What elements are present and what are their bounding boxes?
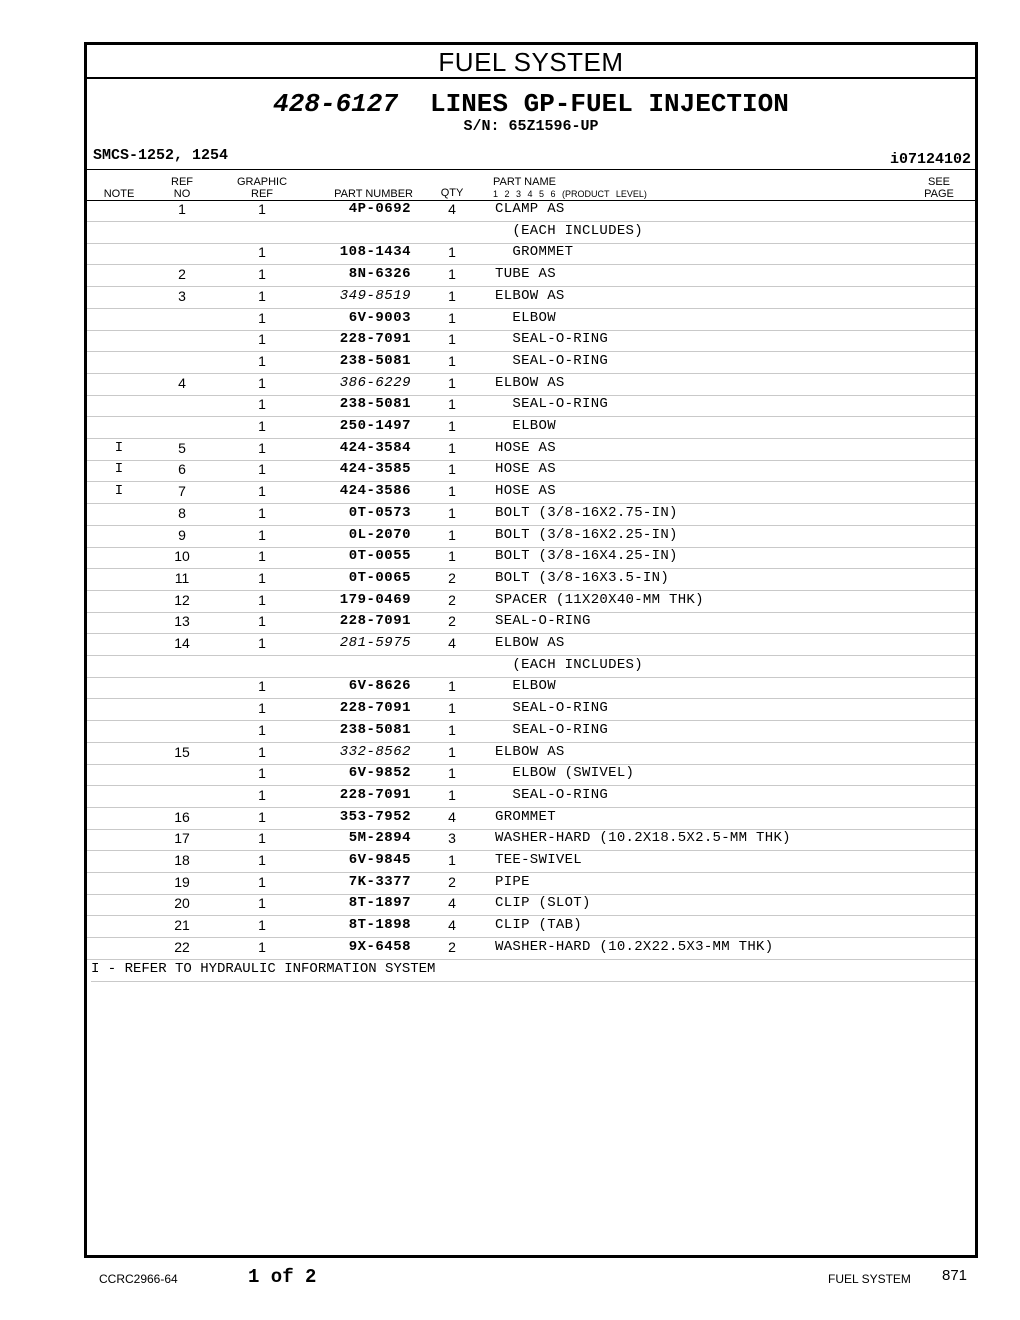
cell-part-number: 9X-6458 — [348, 938, 411, 955]
table-row — [87, 200, 975, 222]
cell-ref-no: 13 — [174, 613, 190, 630]
cell-graphic-ref: 1 — [258, 504, 266, 521]
cell-ref-no: 18 — [174, 852, 190, 868]
cell-part-name: TUBE AS — [495, 266, 556, 283]
table-row — [87, 569, 975, 591]
cell-qty: 2 — [448, 613, 456, 630]
cell-part-number: 238-5081 — [339, 721, 411, 738]
cell-qty: 4 — [448, 201, 456, 217]
footer-section: FUEL SYSTEM — [828, 1272, 911, 1286]
cell-part-name: BOLT (3/8-16X2.75-IN) — [495, 504, 678, 521]
cell-part-number: 228-7091 — [339, 700, 411, 717]
table-row — [87, 786, 975, 808]
table-row — [87, 395, 975, 417]
table-row — [87, 330, 975, 352]
cell-graphic-ref: 1 — [258, 635, 266, 651]
cell-qty: 1 — [448, 678, 456, 695]
cell-part-number: 8T-1897 — [348, 895, 411, 912]
group-number: 428-6127 — [273, 89, 398, 119]
cell-ref-no: 5 — [178, 439, 186, 456]
cell-part-number: 6V-9003 — [348, 309, 411, 326]
table-row — [87, 938, 975, 960]
cell-part-name: HOSE AS — [495, 461, 556, 478]
cell-ref-no: 12 — [174, 591, 190, 608]
cell-part-number: 0T-0573 — [348, 504, 411, 521]
cell-graphic-ref: 1 — [258, 938, 266, 955]
footer-page-number: 871 — [942, 1267, 968, 1284]
cell-part-number: 228-7091 — [339, 331, 411, 348]
cell-qty: 1 — [448, 309, 456, 326]
cell-graphic-ref: 1 — [258, 483, 266, 500]
cell-ref-no: 11 — [174, 569, 190, 586]
cell-part-name: ELBOW AS — [495, 635, 565, 651]
cell-ref-no: 10 — [174, 548, 190, 565]
table-row — [87, 482, 975, 504]
cell-note: I — [114, 461, 124, 478]
cell-ref-no: 15 — [174, 743, 190, 760]
cell-part-name: WASHER-HARD (10.2X18.5X2.5-MM THK) — [495, 830, 791, 847]
cell-ref-no: 6 — [178, 461, 186, 478]
cell-qty: 1 — [448, 852, 456, 868]
cell-qty: 4 — [448, 895, 456, 912]
cell-graphic-ref: 1 — [258, 526, 266, 543]
cell-graphic-ref: 1 — [258, 461, 266, 478]
cell-graphic-ref: 1 — [258, 743, 266, 760]
table-row — [87, 417, 975, 439]
cell-part-number: 7K-3377 — [348, 873, 411, 890]
cell-ref-no: 4 — [178, 374, 186, 391]
table-row — [87, 460, 975, 482]
cell-graphic-ref: 1 — [258, 309, 266, 326]
cell-graphic-ref: 1 — [258, 352, 266, 369]
table-row — [87, 634, 975, 656]
cell-part-name: ELBOW AS — [495, 287, 565, 304]
cell-part-name: CLIP (SLOT) — [495, 895, 591, 912]
cell-graphic-ref: 1 — [258, 700, 266, 717]
cell-graphic-ref: 1 — [258, 591, 266, 608]
table-row — [87, 243, 975, 265]
table-row — [87, 873, 975, 895]
cell-qty: 1 — [448, 743, 456, 760]
cell-note: I — [114, 439, 124, 456]
illustration-id: i07124102 — [889, 151, 971, 168]
cell-part-number: 6V-8626 — [348, 678, 411, 695]
cell-part-number: 179-0469 — [339, 591, 411, 608]
cell-part-name: HOSE AS — [495, 483, 556, 500]
cell-qty: 1 — [448, 526, 456, 543]
cell-part-number: 228-7091 — [339, 786, 411, 803]
cell-part-number: 281-5975 — [339, 635, 411, 651]
cell-ref-no: 20 — [174, 895, 190, 912]
cell-part-name: SPACER (11X20X40-MM THK) — [495, 591, 704, 608]
cell-part-number: 6V-9845 — [348, 852, 411, 868]
table-row — [87, 699, 975, 721]
cell-ref-no: 17 — [174, 830, 190, 847]
cell-part-name: GROMMET — [495, 808, 556, 825]
cell-qty: 1 — [448, 786, 456, 803]
col-header-ref-bottom: NO — [173, 188, 191, 200]
cell-ref-no: 14 — [174, 635, 190, 651]
cell-qty: 1 — [448, 266, 456, 283]
cell-graphic-ref: 1 — [258, 331, 266, 348]
cell-graphic-ref: 1 — [258, 765, 266, 782]
header-top-rule — [87, 169, 975, 170]
group-title — [87, 89, 975, 119]
cell-part-number: 424-3584 — [339, 439, 411, 456]
table-row — [87, 808, 975, 830]
cell-graphic-ref: 1 — [258, 808, 266, 825]
cell-part-name: GROMMET — [495, 244, 574, 261]
table-row — [87, 591, 975, 613]
cell-part-name: SEAL-O-RING — [495, 352, 609, 369]
col-header-see-top: SEE — [927, 176, 950, 188]
col-header-qty: QTY — [440, 187, 464, 199]
cell-graphic-ref: 1 — [258, 873, 266, 890]
cell-qty: 4 — [448, 808, 456, 825]
section-title: FUEL SYSTEM — [87, 45, 975, 79]
cell-part-number: 0T-0065 — [348, 569, 411, 586]
footer-page-of: 1 of 2 — [248, 1266, 317, 1288]
cell-ref-no: 1 — [178, 201, 186, 217]
table-row — [87, 851, 975, 873]
cell-graphic-ref: 1 — [258, 548, 266, 565]
parts-page-frame — [84, 42, 978, 1258]
cell-part-number: 108-1434 — [339, 244, 411, 261]
cell-part-number: 8T-1898 — [348, 917, 411, 934]
table-row — [87, 656, 975, 678]
cell-graphic-ref: 1 — [258, 852, 266, 868]
cell-qty: 1 — [448, 352, 456, 369]
serial-number-range: S/N: 65Z1596-UP — [463, 118, 599, 135]
cell-graphic-ref: 1 — [258, 418, 266, 434]
cell-part-number: 5M-2894 — [348, 830, 411, 847]
col-header-graphic-top: GRAPHIC — [236, 176, 288, 188]
cell-qty: 4 — [448, 917, 456, 934]
cell-qty: 4 — [448, 635, 456, 651]
cell-qty: 1 — [448, 418, 456, 434]
cell-graphic-ref: 1 — [258, 613, 266, 630]
cell-part-number: 0L-2070 — [348, 526, 411, 543]
cell-ref-no: 8 — [178, 504, 186, 521]
table-row — [87, 504, 975, 526]
cell-graphic-ref: 1 — [258, 678, 266, 695]
col-header-part-name: PART NAME — [493, 176, 556, 188]
cell-part-number: 228-7091 — [339, 613, 411, 630]
cell-part-name: (EACH INCLUDES) — [495, 222, 643, 239]
cell-ref-no: 19 — [174, 873, 190, 890]
cell-qty: 1 — [448, 396, 456, 413]
cell-part-name: TEE-SWIVEL — [495, 852, 583, 868]
cell-note: I — [114, 483, 124, 500]
cell-part-name: ELBOW AS — [495, 374, 565, 391]
cell-part-number: 8N-6326 — [348, 266, 411, 283]
cell-part-number: 250-1497 — [339, 418, 411, 434]
cell-part-name: SEAL-O-RING — [495, 786, 609, 803]
cell-graphic-ref: 1 — [258, 895, 266, 912]
cell-part-name: SEAL-O-RING — [495, 700, 609, 717]
cell-qty: 2 — [448, 938, 456, 955]
cell-part-name: WASHER-HARD (10.2X22.5X3-MM THK) — [495, 938, 774, 955]
cell-ref-no: 3 — [178, 287, 186, 304]
cell-graphic-ref: 1 — [258, 244, 266, 261]
table-row — [87, 287, 975, 309]
cell-graphic-ref: 1 — [258, 439, 266, 456]
table-row — [87, 721, 975, 743]
cell-part-number: 0T-0055 — [348, 548, 411, 565]
cell-qty: 1 — [448, 504, 456, 521]
cell-graphic-ref: 1 — [258, 266, 266, 283]
cell-ref-no: 9 — [178, 526, 186, 543]
cell-part-name: HOSE AS — [495, 439, 556, 456]
cell-part-name: SEAL-O-RING — [495, 331, 609, 348]
cell-graphic-ref: 1 — [258, 569, 266, 586]
cell-part-number: 424-3586 — [339, 483, 411, 500]
cell-part-number: 238-5081 — [339, 352, 411, 369]
cell-part-name: BOLT (3/8-16X3.5-IN) — [495, 569, 670, 586]
cell-qty: 1 — [448, 331, 456, 348]
cell-graphic-ref: 1 — [258, 396, 266, 413]
cell-part-number: 424-3585 — [339, 461, 411, 478]
cell-ref-no: 21 — [174, 917, 190, 934]
table-row — [87, 352, 975, 374]
smcs-codes: SMCS-1252, 1254 — [93, 147, 229, 164]
cell-part-name: ELBOW — [495, 678, 556, 695]
cell-qty: 1 — [448, 287, 456, 304]
col-header-part-number: PART NUMBER — [334, 188, 413, 200]
cell-graphic-ref: 1 — [258, 786, 266, 803]
cell-qty: 1 — [448, 721, 456, 738]
cell-ref-no: 7 — [178, 483, 186, 500]
cell-part-name: (EACH INCLUDES) — [495, 656, 643, 673]
cell-qty: 1 — [448, 461, 456, 478]
cell-part-name: BOLT (3/8-16X4.25-IN) — [495, 548, 678, 565]
col-header-see-bottom: PAGE — [924, 188, 954, 200]
cell-part-name: CLAMP AS — [495, 201, 565, 217]
cell-qty: 1 — [448, 548, 456, 565]
cell-part-name: BOLT (3/8-16X2.25-IN) — [495, 526, 678, 543]
cell-part-name: SEAL-O-RING — [495, 613, 591, 630]
cell-qty: 1 — [448, 700, 456, 717]
cell-graphic-ref: 1 — [258, 287, 266, 304]
cell-graphic-ref: 1 — [258, 201, 266, 217]
cell-part-name: SEAL-O-RING — [495, 396, 609, 413]
cell-qty: 2 — [448, 569, 456, 586]
cell-part-number: 6V-9852 — [348, 765, 411, 782]
cell-part-number: 4P-0692 — [348, 201, 411, 217]
cell-part-name: ELBOW — [495, 418, 556, 434]
cell-ref-no: 2 — [178, 266, 186, 283]
cell-qty: 1 — [448, 765, 456, 782]
table-row — [87, 439, 975, 461]
table-row — [87, 309, 975, 331]
cell-qty: 3 — [448, 830, 456, 847]
cell-qty: 1 — [448, 483, 456, 500]
cell-part-name: SEAL-O-RING — [495, 721, 609, 738]
table-row — [87, 526, 975, 548]
table-row — [87, 829, 975, 851]
table-row — [87, 612, 975, 634]
col-header-note: NOTE — [103, 188, 135, 200]
table-row — [87, 894, 975, 916]
col-header-ref-top: REF — [171, 176, 193, 188]
table-row — [87, 764, 975, 786]
cell-graphic-ref: 1 — [258, 917, 266, 934]
cell-graphic-ref: 1 — [258, 374, 266, 391]
cell-part-name: ELBOW (SWIVEL) — [495, 765, 635, 782]
notes-line: I - REFER TO HYDRAULIC INFORMATION SYSTEM — [91, 960, 975, 982]
cell-part-name: ELBOW AS — [495, 743, 565, 760]
cell-part-number: 353-7952 — [339, 808, 411, 825]
cell-graphic-ref: 1 — [258, 721, 266, 738]
cell-ref-no: 16 — [174, 808, 190, 825]
footer-doc-code: CCRC2966-64 — [99, 1272, 178, 1286]
cell-qty: 1 — [448, 439, 456, 456]
table-row — [87, 265, 975, 287]
cell-part-name: PIPE — [495, 873, 530, 890]
cell-qty: 1 — [448, 244, 456, 261]
cell-graphic-ref: 1 — [258, 830, 266, 847]
cell-ref-no: 22 — [174, 938, 190, 955]
col-header-graphic-bottom: REF — [251, 188, 273, 200]
table-row — [87, 677, 975, 699]
cell-part-number: 386-6229 — [339, 374, 411, 391]
table-row — [87, 222, 975, 244]
cell-qty: 1 — [448, 374, 456, 391]
table-row — [87, 547, 975, 569]
cell-part-number: 349-8519 — [339, 287, 411, 304]
cell-qty: 2 — [448, 591, 456, 608]
cell-part-name: CLIP (TAB) — [495, 917, 583, 934]
group-name: LINES GP-FUEL INJECTION — [429, 89, 789, 119]
table-row — [87, 743, 975, 765]
cell-qty: 2 — [448, 873, 456, 890]
cell-part-number: 332-8562 — [339, 743, 411, 760]
table-row — [87, 916, 975, 938]
col-header-product-levels: 1 2 3 4 5 6 (PRODUCT LEVEL) — [493, 189, 647, 199]
table-row — [87, 374, 975, 396]
cell-part-number: 238-5081 — [339, 396, 411, 413]
cell-part-name: ELBOW — [495, 309, 556, 326]
